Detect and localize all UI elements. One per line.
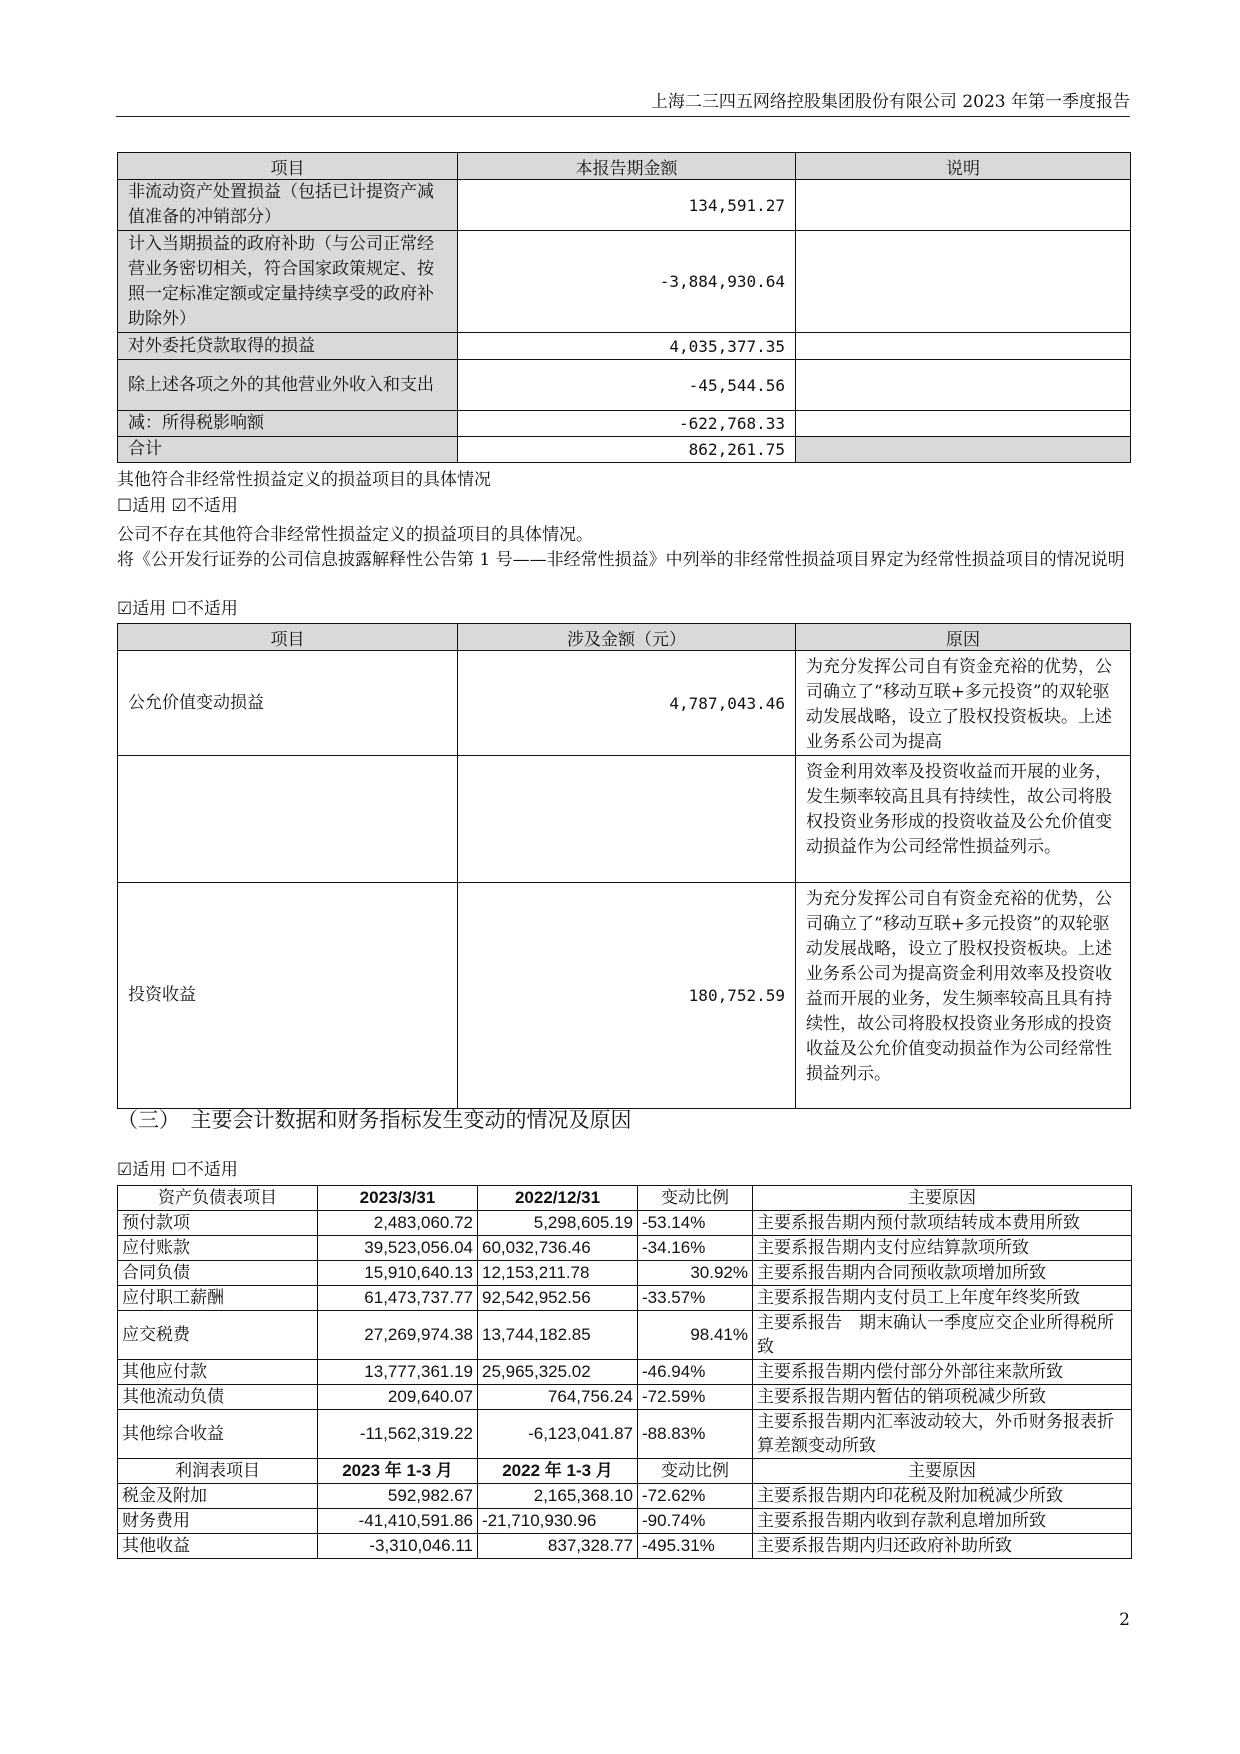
row-item: 减：所得税影响额 [118, 411, 458, 437]
row-item: 应交税费 [118, 1311, 318, 1360]
row-v1: 15,910,640.13 [318, 1261, 478, 1286]
row-change: -72.62% [638, 1484, 753, 1509]
paragraph-no-other-items: 公司不存在其他符合非经常性损益定义的损益项目的具体情况。 [117, 525, 593, 545]
table-row [118, 1385, 1132, 1410]
row-item: 合同负债 [118, 1261, 318, 1286]
table-row [118, 1484, 1132, 1509]
row-v1: 592,982.67 [318, 1484, 478, 1509]
row-note [796, 180, 1131, 231]
checkbox-applicable: ☑ [117, 1160, 133, 1180]
applicability-check-2 [117, 597, 1130, 621]
table-row [118, 756, 1131, 883]
table-row [118, 1261, 1132, 1286]
row-v1: 61,473,737.77 [318, 1286, 478, 1311]
header-item: 项目 [118, 624, 458, 651]
paragraph-other-items: 其他符合非经常性损益定义的损益项目的具体情况 [117, 470, 491, 490]
row-item: 投资收益 [118, 883, 458, 1109]
row-reason: 资金利用效率及投资收益而开展的业务，发生频率较高且具有持续性，故公司将股权投资业务形成的投资收益及公允价值变动损益作为公司经常性损益列示。 [796, 756, 1131, 883]
row-amount: -45,544.56 [458, 360, 796, 411]
row-amount: -3,884,930.64 [458, 231, 796, 333]
checkbox-applicable: ☐ [117, 496, 133, 516]
row-v1: -11,562,319.22 [318, 1410, 478, 1459]
checkbox-not-applicable: ☐ [171, 1160, 187, 1180]
income-statement-header-row [118, 1459, 1132, 1484]
row-v1: 27,269,974.38 [318, 1311, 478, 1360]
row-v2: 5,298,605.19 [478, 1211, 638, 1236]
row-item: 合计 [118, 437, 458, 463]
row-amount: 862,261.75 [458, 437, 796, 463]
row-v1: 2,483,060.72 [318, 1211, 478, 1236]
header-amount: 本报告期金额 [458, 153, 796, 180]
row-amount: 4,035,377.35 [458, 333, 796, 360]
table-row [118, 360, 1131, 411]
table-row [118, 1534, 1132, 1559]
table-row [118, 1286, 1132, 1311]
header-col1: 2023 年 1-3 月 [318, 1459, 478, 1484]
row-v2: 13,744,182.85 [478, 1311, 638, 1360]
header-change: 变动比例 [638, 1186, 753, 1211]
table-row [118, 651, 1131, 756]
row-item: 公允价值变动损益 [118, 651, 458, 756]
label-not-applicable: 不适用 [186, 496, 238, 516]
row-change: -53.14% [638, 1211, 753, 1236]
table-row [118, 437, 1131, 463]
row-change: 30.92% [638, 1261, 753, 1286]
row-change: -88.83% [638, 1410, 753, 1459]
row-v2: 60,032,736.46 [478, 1236, 638, 1261]
recurring-items-table [117, 623, 1131, 1109]
table-row [118, 1311, 1132, 1360]
section-title: （三） 主要会计数据和财务指标发生变动的情况及原因 [117, 1108, 632, 1132]
row-reason: 为充分发挥公司自有资金充裕的优势，公司确立了“移动互联+多元投资”的双轮驱动发展战略，设立了股权投资板块。上述业务系公司为提高资金利用效率及投资收益而开展的业务，发生频率较高且具有持续性，故公司将股权投资业务形成的投资收益及公允价值变动损益作为公司经常性损益列示。 [796, 883, 1131, 1109]
header-col2: 2022/12/31 [478, 1186, 638, 1211]
row-v1: 209,640.07 [318, 1385, 478, 1410]
row-change: -495.31% [638, 1534, 753, 1559]
row-reason: 主要系报告期内支付员工上年度年终奖所致 [753, 1286, 1132, 1311]
row-item: 其他综合收益 [118, 1410, 318, 1459]
row-item: 其他收益 [118, 1534, 318, 1559]
financial-changes-table [117, 1185, 1132, 1559]
label-applicable: 适用 [132, 1160, 167, 1180]
row-amount [458, 756, 796, 883]
row-change: 98.41% [638, 1311, 753, 1360]
row-item: 非流动资产处置损益（包括已计提资产减值准备的冲销部分） [118, 180, 458, 231]
row-note [796, 411, 1131, 437]
table-row [118, 1360, 1132, 1385]
page-header: 上海二三四五网络控股集团股份有限公司 2023 年第一季度报告 [116, 90, 1130, 117]
applicability-check-3 [117, 1158, 1130, 1182]
table-row [118, 1509, 1132, 1534]
row-reason: 主要系报告期内合同预收款项增加所致 [753, 1261, 1132, 1286]
row-note [796, 231, 1131, 333]
row-item: 财务费用 [118, 1509, 318, 1534]
row-reason: 主要系报告期内支付应结算款项所致 [753, 1236, 1132, 1261]
row-reason: 主要系报告 期末确认一季度应交企业所得税所致 [753, 1311, 1132, 1360]
row-note [796, 437, 1131, 463]
table-row [118, 1410, 1132, 1459]
row-v2: 25,965,325.02 [478, 1360, 638, 1385]
row-v2: -21,710,930.96 [478, 1509, 638, 1534]
row-item: 其他流动负债 [118, 1385, 318, 1410]
checkbox-applicable: ☑ [117, 599, 133, 619]
header-item: 资产负债表项目 [118, 1186, 318, 1211]
checkbox-not-applicable: ☐ [171, 599, 187, 619]
row-amount: -622,768.33 [458, 411, 796, 437]
table-header-row [118, 153, 1131, 180]
header-reason: 原因 [796, 624, 1131, 651]
paragraph-recurring-definition: 将《公开发行证券的公司信息披露解释性公告第 1 号——非经常性损益》中列举的非经常性损益项目界定为经常性损益项目的情况说明 [117, 550, 1125, 570]
row-change: -90.74% [638, 1509, 753, 1534]
row-reason: 主要系报告期内归还政府补助所致 [753, 1534, 1132, 1559]
row-reason: 主要系报告期内预付款项结转成本费用所致 [753, 1211, 1132, 1236]
row-v2: 12,153,211.78 [478, 1261, 638, 1286]
label-applicable: 适用 [132, 599, 167, 619]
table-row [118, 1236, 1132, 1261]
label-not-applicable: 不适用 [186, 599, 238, 619]
balance-sheet-header-row [118, 1186, 1132, 1211]
row-amount: 4,787,043.46 [458, 651, 796, 756]
row-v2: 764,756.24 [478, 1385, 638, 1410]
non-recurring-gains-table [117, 152, 1131, 463]
row-v1: 39,523,056.04 [318, 1236, 478, 1261]
row-item: 应付账款 [118, 1236, 318, 1261]
row-reason: 主要系报告期内收到存款利息增加所致 [753, 1509, 1132, 1534]
table-row [118, 883, 1131, 1109]
row-reason: 为充分发挥公司自有资金充裕的优势，公司确立了“移动互联+多元投资”的双轮驱动发展战略，设立了股权投资板块。上述业务系公司为提高 [796, 651, 1131, 756]
table-header-row [118, 624, 1131, 651]
header-item: 项目 [118, 153, 458, 180]
row-item: 计入当期损益的政府补助（与公司正常经营业务密切相关，符合国家政策规定、按照一定标准定额或定量持续享受的政府补助除外） [118, 231, 458, 333]
label-applicable: 适用 [132, 496, 167, 516]
row-reason: 主要系报告期内印花税及附加税减少所致 [753, 1484, 1132, 1509]
table-row [118, 333, 1131, 360]
page-number: 2 [1119, 1610, 1130, 1630]
row-item [118, 756, 458, 883]
row-reason: 主要系报告期内偿付部分外部往来款所致 [753, 1360, 1132, 1385]
applicability-check-1 [117, 494, 1130, 518]
header-change: 变动比例 [638, 1459, 753, 1484]
row-v1: -3,310,046.11 [318, 1534, 478, 1559]
row-v2: 92,542,952.56 [478, 1286, 638, 1311]
header-reason: 主要原因 [753, 1186, 1132, 1211]
row-item: 对外委托贷款取得的损益 [118, 333, 458, 360]
row-change: -46.94% [638, 1360, 753, 1385]
header-item: 利润表项目 [118, 1459, 318, 1484]
header-note: 说明 [796, 153, 1131, 180]
checkbox-not-applicable: ☑ [171, 496, 187, 516]
row-v2: 2,165,368.10 [478, 1484, 638, 1509]
table-row [118, 1211, 1132, 1236]
row-v2: 837,328.77 [478, 1534, 638, 1559]
row-item: 预付款项 [118, 1211, 318, 1236]
row-change: -33.57% [638, 1286, 753, 1311]
row-item: 除上述各项之外的其他营业外收入和支出 [118, 360, 458, 411]
row-v1: 13,777,361.19 [318, 1360, 478, 1385]
row-change: -72.59% [638, 1385, 753, 1410]
header-amount: 涉及金额（元） [458, 624, 796, 651]
row-change: -34.16% [638, 1236, 753, 1261]
row-reason: 主要系报告期内暂估的销项税减少所致 [753, 1385, 1132, 1410]
row-amount: 134,591.27 [458, 180, 796, 231]
header-col2: 2022 年 1-3 月 [478, 1459, 638, 1484]
row-amount: 180,752.59 [458, 883, 796, 1109]
table-row [118, 411, 1131, 437]
header-col1: 2023/3/31 [318, 1186, 478, 1211]
table-row [118, 231, 1131, 333]
row-v2: -6,123,041.87 [478, 1410, 638, 1459]
row-item: 税金及附加 [118, 1484, 318, 1509]
row-note [796, 360, 1131, 411]
row-v1: -41,410,591.86 [318, 1509, 478, 1534]
row-reason: 主要系报告期内汇率波动较大，外币财务报表折算差额变动所致 [753, 1410, 1132, 1459]
label-not-applicable: 不适用 [186, 1160, 238, 1180]
header-reason: 主要原因 [753, 1459, 1132, 1484]
row-item: 应付职工薪酬 [118, 1286, 318, 1311]
row-note [796, 333, 1131, 360]
table-row [118, 180, 1131, 231]
row-item: 其他应付款 [118, 1360, 318, 1385]
